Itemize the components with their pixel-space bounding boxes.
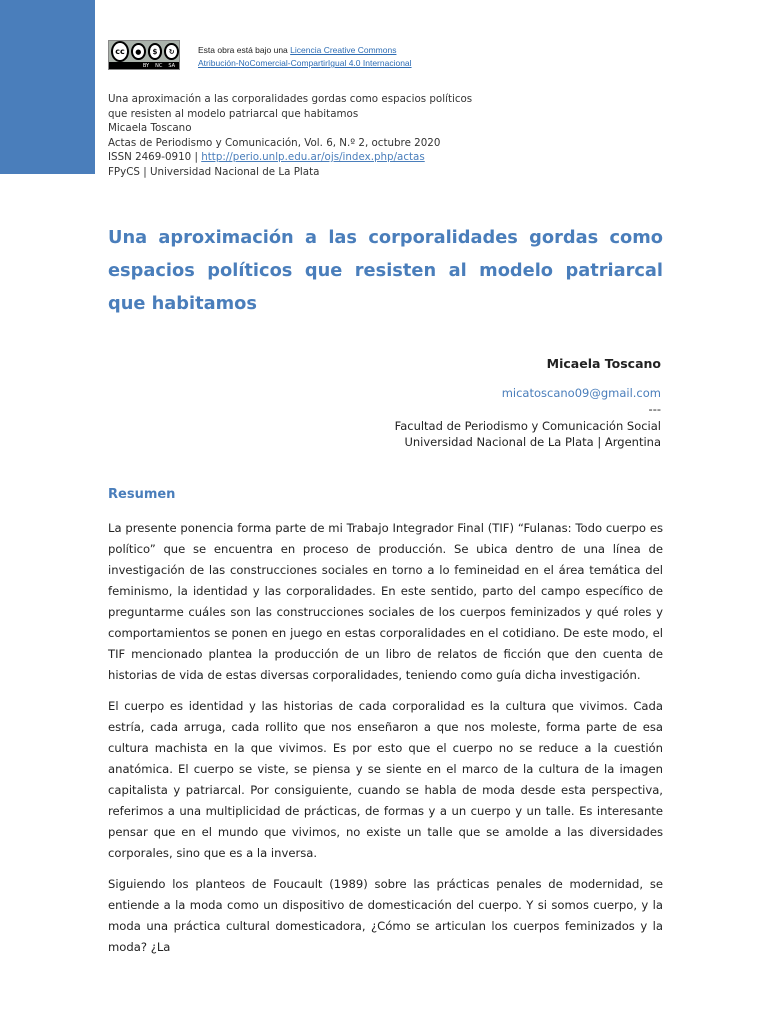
citation-author: Micaela Toscano (108, 122, 192, 134)
paper-title: Una aproximación a las corporalidades gordas como espacios políticos que resisten al modelo patriarcal que habitamos (108, 227, 663, 314)
citation-block (108, 92, 472, 179)
header-accent-bar (0, 0, 95, 174)
noncommercial-icon: $ (148, 43, 163, 60)
license-link-line2[interactable]: Atribución-NoComercial-CompartirIgual 4.0 Internacional (198, 58, 412, 68)
badge-label-sa: SA (168, 62, 175, 69)
cc-icon: cc (111, 41, 129, 62)
citation-url-link[interactable]: http://perio.unlp.edu.ar/ojs/index.php/actas (201, 151, 425, 163)
license-text (198, 44, 412, 70)
citation-issn: ISSN 2469-0910 | (108, 151, 202, 163)
abstract-paragraph-2: El cuerpo es identidad y las historias de cada corporalidad es la cultura que vivimos. Cada estría, cada arruga, cada rollito que nos enseñaron a que nos moleste, forma parte de esa cultura machista en la que vivimos. Es por esto que el cuerpo no se reduce a la cuestión anatómica. El cuerpo se viste, se piensa y se siente en el marco de la cultura de la imagen capitalista y patriarcal. Por consiguiente, cuando se habla de moda desde esta perspectiva, referimos a una multiplicidad de prácticas, de formas y a un cuerpo y un talle. Es interesante pensar que en el mundo que vivimos, no existe un talle que se amolde a las diversidades corporales, sino que es a la inversa. (108, 699, 663, 860)
sharealike-icon: ↻ (164, 43, 179, 60)
license-link-line1[interactable]: Licencia Creative Commons (290, 45, 397, 55)
citation-journal: Actas de Periodismo y Comunicación, Vol. 6, N.º 2, octubre 2020 (108, 136, 441, 149)
author-name: Micaela Toscano (546, 356, 661, 371)
author-email-link[interactable]: micatoscano09@gmail.com (501, 385, 661, 400)
author-block (395, 356, 661, 451)
abstract-paragraph-1: La presente ponencia forma parte de mi Trabajo Integrador Final (TIF) “Fulanas: Todo cuerpo es político” que se encuentra en proceso de producción. Se ubica dentro de una línea de investigación de las construcciones sociales en torno a lo femineidad en el área temática del feminismo, la identidad y las corporalidades. En este sentido, parto del campo específico de preguntarme cuáles son las construcciones sociales de los cuerpos feminizados y qué roles y comportamientos se ponen en juego en estas corporalidades en el cotidiano. De este modo, el TIF mencionado plantea la producción de un libro de relatos de ficción que den cuenta de historias de vida de estas diversas corporalidades, teniendo como guía dicha investigación. (108, 521, 663, 682)
abstract-paragraph-3: Siguiendo los planteos de Foucault (1989) sobre las prácticas penales de modernidad, se entiende a la moda como un dispositivo de domesticación del cuerpo. Y si somos cuerpo, y la moda una práctica cultural domesticadora, ¿Cómo se articulan los cuerpos feminizados y la moda? ¿La (108, 877, 663, 954)
abstract-body (108, 518, 663, 968)
citation-title-line2: que resisten al modelo patriarcal que habitamos (108, 107, 359, 120)
citation-title-line1: Una aproximación a las corporalidades gordas como espacios políticos (108, 93, 473, 105)
license-block (108, 40, 412, 70)
author-separator: --- (648, 402, 661, 416)
license-prefix: Esta obra está bajo una (198, 45, 291, 55)
author-faculty: Facultad de Periodismo y Comunicación Social (394, 418, 661, 433)
abstract-heading: Resumen (108, 487, 176, 502)
author-university: Universidad Nacional de La Plata | Argentina (404, 435, 661, 449)
attribution-icon: ● (131, 43, 146, 60)
citation-institution: FPyCS | Universidad Nacional de La Plata (108, 165, 320, 178)
badge-label-by: BY (142, 62, 150, 69)
creative-commons-badge[interactable] (108, 40, 180, 70)
badge-label-nc: NC (155, 62, 163, 69)
